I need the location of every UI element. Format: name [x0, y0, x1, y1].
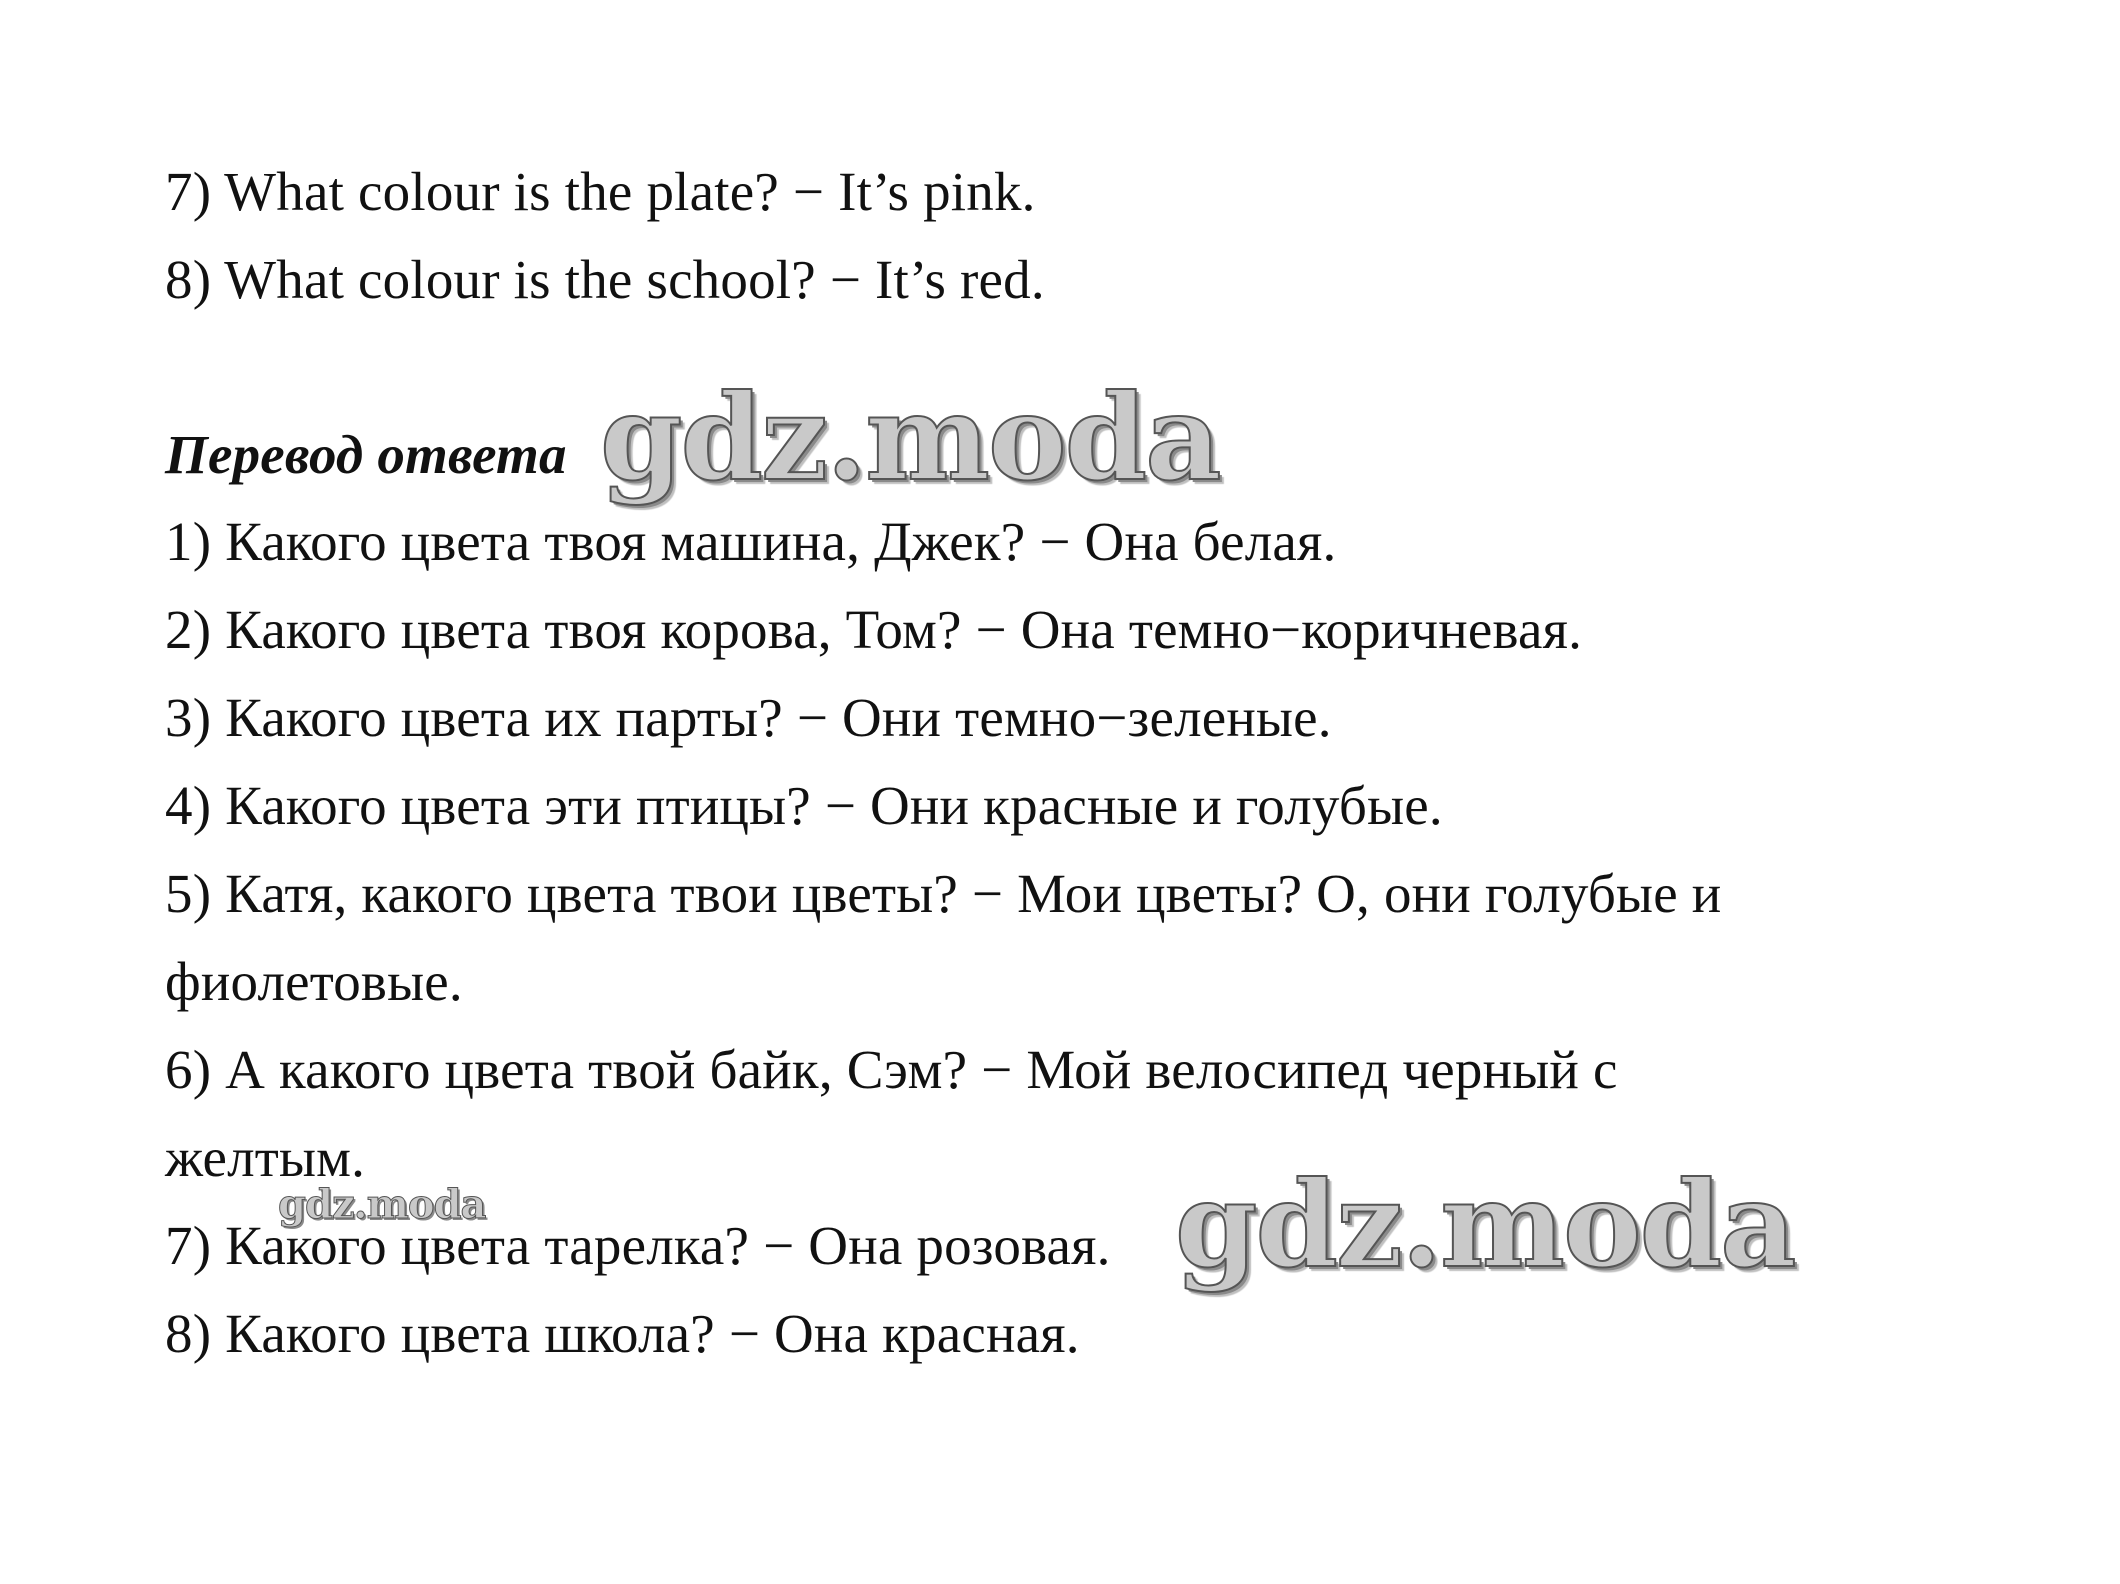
- watermark-logo-small: gdz.moda: [278, 1181, 486, 1228]
- translation-line-1: 1) Какого цвета твоя машина, Джек? − Она белая.: [165, 511, 1337, 572]
- answer-line-7: 7) What colour is the plate? − It’s pink.: [165, 161, 1036, 222]
- translation-line-5-continued: фиолетовые.: [165, 951, 463, 1012]
- translation-heading: Перевод ответа: [165, 424, 567, 485]
- translation-line-5: 5) Катя, какого цвета твои цветы? − Мои цветы? О, они голубые и: [165, 863, 1722, 924]
- answer-line-8: 8) What colour is the school? − It’s red.: [165, 249, 1045, 310]
- translation-line-4: 4) Какого цвета эти птицы? − Они красные и голубые.: [165, 775, 1443, 836]
- watermark-logo: gdz.moda: [600, 368, 1220, 507]
- translation-line-6: 6) А какого цвета твой байк, Сэм? − Мой велосипед черный с: [165, 1039, 1618, 1100]
- translation-line-7: 7) Какого цвета тарелка? − Она розовая.: [165, 1215, 1111, 1276]
- translation-line-6-continued: желтым.: [165, 1127, 366, 1188]
- translation-line-3: 3) Какого цвета их парты? − Они темно−зеленые.: [165, 687, 1332, 748]
- translation-line-2: 2) Какого цвета твоя корова, Том? − Она темно−коричневая.: [165, 599, 1583, 660]
- watermark-logo: gdz.moda: [1175, 1155, 1795, 1294]
- translation-line-8: 8) Какого цвета школа? − Она красная.: [165, 1303, 1080, 1364]
